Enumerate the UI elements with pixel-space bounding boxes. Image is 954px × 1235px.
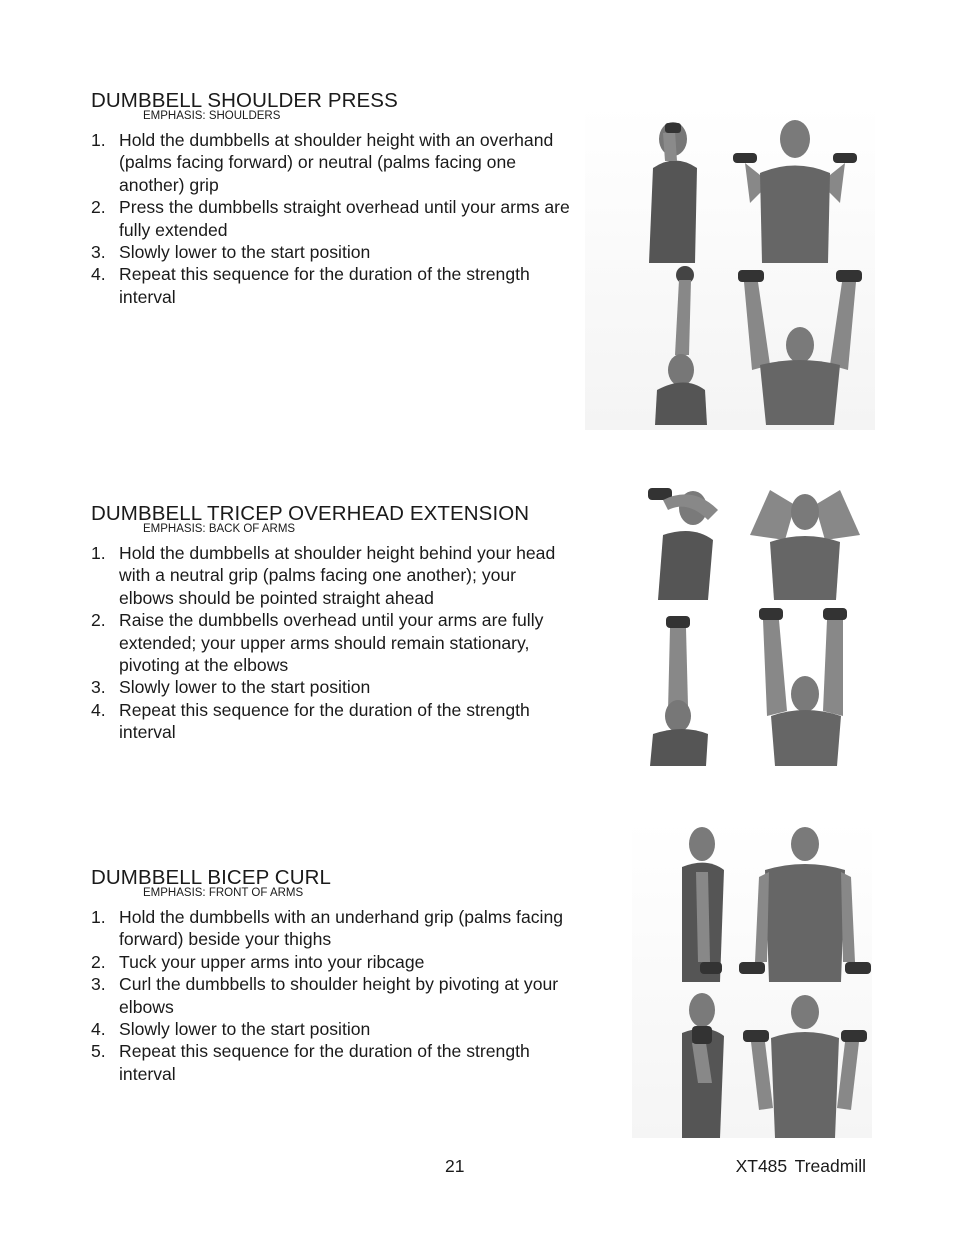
- section-tricep-extension: [91, 502, 571, 744]
- section-bicep-curl: [91, 866, 571, 1085]
- exercise-emphasis: EMPHASIS: FRONT OF ARMS: [143, 887, 304, 899]
- list-item: 4. Repeat this sequence for the duration of the strength interval: [91, 264, 530, 307]
- figure-side-start: [662, 822, 742, 982]
- exercise-emphasis: EMPHASIS: SHOULDERS: [143, 110, 281, 122]
- page-number: 21: [445, 1156, 465, 1176]
- list-item: 3. Curl the dumbbells to shoulder height by pivoting at your elbows: [91, 974, 559, 1017]
- figure-side-start: [638, 480, 738, 600]
- figure-front-top: [737, 988, 872, 1138]
- figure-front-top: [730, 270, 870, 425]
- list-item: 2. Raise the dumbbells overhead until your arms are fully extended; your upper arms should remain stationary, pivoting at the elbows: [91, 610, 544, 676]
- tricep-extension-photos: [630, 478, 872, 770]
- exercise-title: DUMBBELL TRICEP OVERHEAD EXTENSION: [91, 502, 530, 525]
- list-item: 4. Slowly lower to the start position: [91, 1019, 371, 1040]
- bicep-curl-photos: [632, 820, 872, 1138]
- list-item: 2. Press the dumbbells straight overhead until your arms are fully extended: [91, 197, 570, 240]
- shoulder-press-photos: [585, 105, 875, 430]
- steps-list: [91, 129, 571, 308]
- section-shoulder-press: [91, 89, 571, 308]
- figure-front-top: [745, 606, 870, 766]
- list-item: 4. Repeat this sequence for the duration of the strength interval: [91, 699, 530, 743]
- list-item: 5. Repeat this sequence for the duration of the strength interval: [91, 1041, 530, 1084]
- figure-front-start: [720, 113, 870, 263]
- figure-front-start: [740, 480, 870, 600]
- list-item: 3. Slowly lower to the start position: [91, 242, 371, 263]
- figure-side-top: [645, 265, 725, 425]
- list-item: 2. Tuck your upper arms into your ribcage: [91, 951, 425, 972]
- exercise-emphasis: EMPHASIS: BACK OF ARMS: [143, 523, 296, 535]
- figure-side-top: [662, 988, 742, 1138]
- exercise-title: DUMBBELL SHOULDER PRESS: [91, 89, 398, 112]
- list-item: 1. Hold the dumbbells at shoulder height behind your head with a neutral grip (palms facing one another); your elbows should be pointed straight ahead: [91, 543, 556, 608]
- list-item: 1. Hold the dumbbells at shoulder height with an overhand (palms facing forward) or neutral (palms facing one another) grip: [91, 130, 554, 195]
- figure-front-start: [737, 822, 872, 982]
- steps-list: [91, 542, 571, 744]
- list-item: 1. Hold the dumbbells with an underhand grip (palms facing forward) beside your thighs: [91, 907, 564, 950]
- list-item: 3. Slowly lower to the start position: [91, 677, 371, 698]
- figure-side-top: [638, 606, 738, 766]
- exercise-title: DUMBBELL BICEP CURL: [91, 866, 332, 889]
- model-name: XT485 Treadmill: [735, 1156, 866, 1176]
- figure-side-start: [635, 113, 715, 263]
- steps-list: [91, 906, 571, 1085]
